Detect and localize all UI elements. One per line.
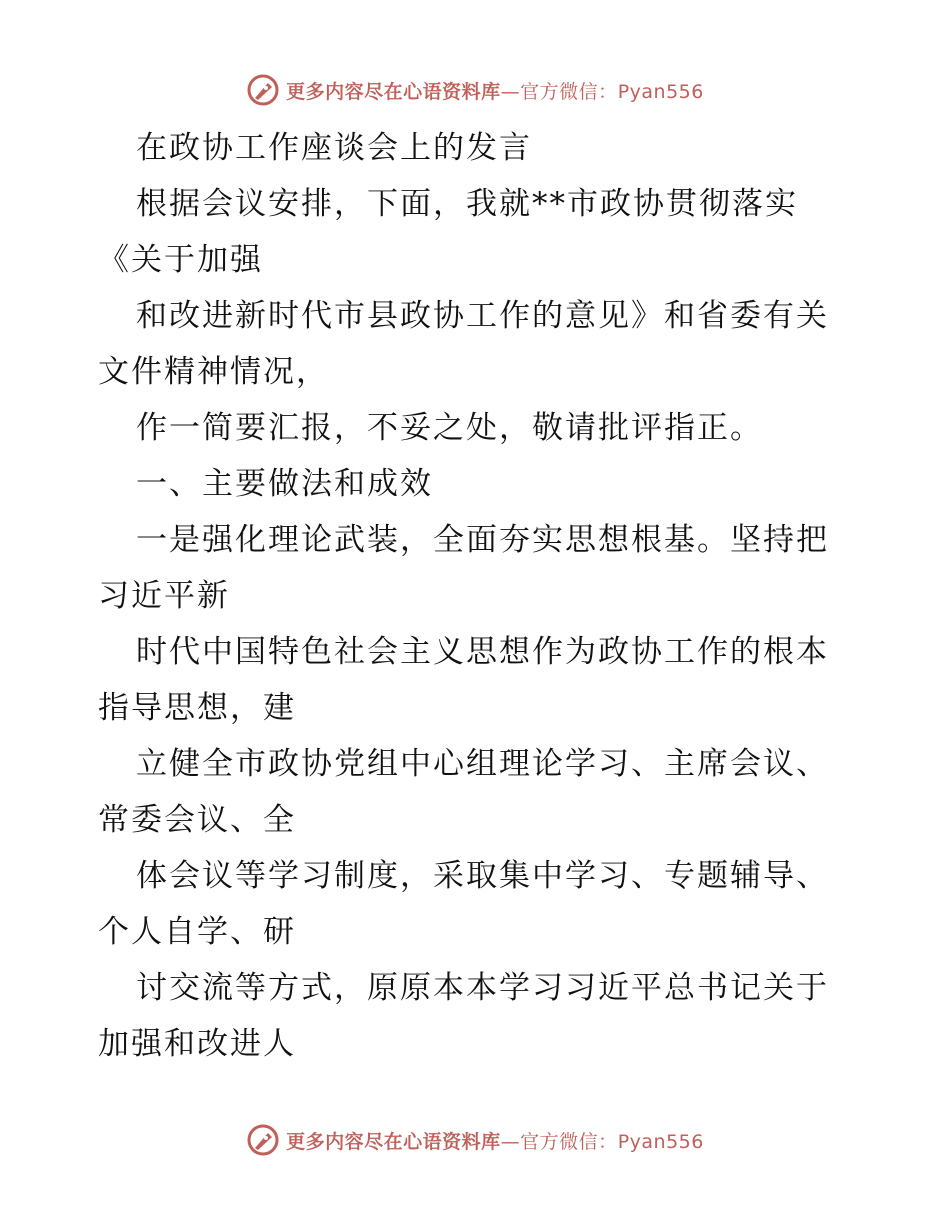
watermark-brand: 更多内容尽在心语资料库 — [286, 1130, 501, 1153]
text-line: 习近平新 — [98, 578, 230, 614]
pen-nib-logo-icon — [246, 1123, 280, 1157]
text-line: 文件精神情况， — [98, 354, 329, 390]
footer-watermark — [0, 1120, 950, 1160]
header-watermark — [0, 70, 950, 110]
text-line: 一、主要做法和成效 — [136, 466, 433, 502]
text-line: 立健全市政协党组中心组理论学习、主席会议、 — [136, 746, 829, 782]
document-body — [98, 120, 858, 1072]
text-line: 和改进新时代市县政协工作的意见》和省委有关 — [136, 298, 829, 334]
text-line: 体会议等学习制度，采取集中学习、专题辅导、 — [136, 858, 829, 894]
text-line: 常委会议、全 — [98, 802, 296, 838]
watermark-brand: 更多内容尽在心语资料库 — [286, 80, 501, 103]
text-line: 加强和改进人 — [98, 1026, 296, 1062]
text-line: 个人自学、研 — [98, 914, 296, 950]
watermark-label: 官方微信： — [520, 80, 618, 103]
document-title: 在政协工作座谈会上的发言 — [136, 130, 532, 166]
text-line: 《关于加强 — [98, 242, 263, 278]
watermark-wechat-id: Pyan556 — [617, 1130, 704, 1153]
text-line: 讨交流等方式，原原本本学习习近平总书记关于 — [136, 970, 829, 1006]
text-line: 指导思想，建 — [98, 690, 296, 726]
pen-nib-logo-icon — [246, 73, 280, 107]
text-line: 时代中国特色社会主义思想作为政协工作的根本 — [136, 634, 829, 670]
text-line: 一是强化理论武装，全面夯实思想根基。坚持把 — [136, 522, 829, 558]
text-line: 作一简要汇报，不妥之处，敬请批评指正。 — [136, 410, 763, 446]
watermark-separator: — — [500, 80, 521, 103]
watermark-label: 官方微信： — [520, 1130, 618, 1153]
watermark-wechat-id: Pyan556 — [617, 80, 704, 103]
text-line: 根据会议安排，下面，我就**市政协贯彻落实 — [136, 186, 798, 222]
watermark-separator: — — [500, 1130, 521, 1153]
